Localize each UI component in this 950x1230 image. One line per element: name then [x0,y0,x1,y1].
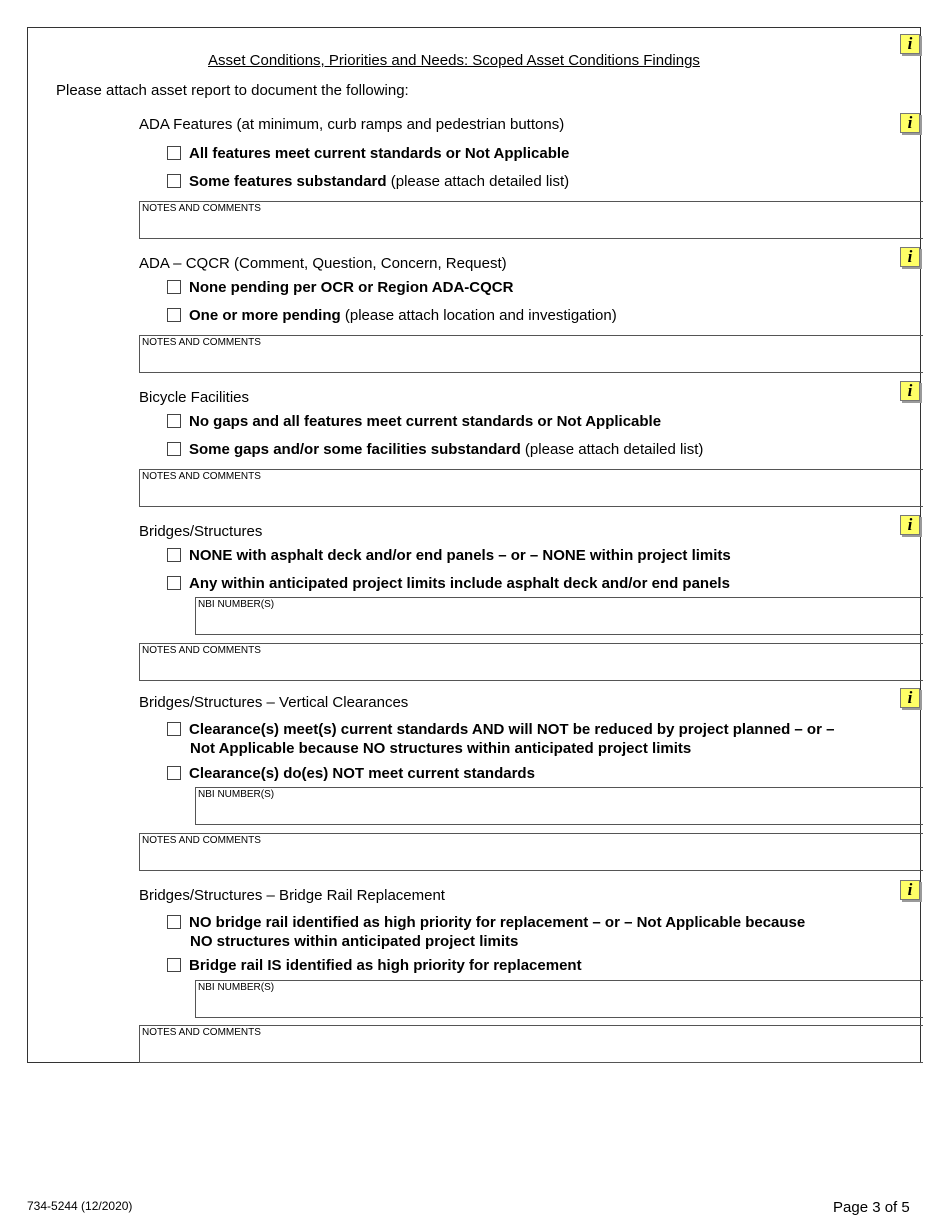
info-icon[interactable]: i [900,113,920,133]
nbi-label: NBI NUMBER(S) [198,789,275,800]
option-clearances-not-meet[interactable]: Clearance(s) do(es) NOT meet current standards [167,764,535,783]
option-ada-features-substandard[interactable]: Some features substandard (please attach detailed list) [167,172,569,191]
info-icon[interactable]: i [900,880,920,900]
notes-field-bicycle[interactable] [139,469,923,507]
option-clearances-meet[interactable]: Clearance(s) meet(s) current standards AND will NOT be reduced by project planned – or – Not Applicable because NO structures within anticipated project limits [167,720,834,758]
notes-label: NOTES AND COMMENTS [142,1027,261,1038]
checkbox[interactable] [167,915,181,929]
notes-field-bridge-rail[interactable] [139,1025,923,1063]
intro-text: Please attach asset report to document the following: [56,82,409,99]
notes-field-ada-cqcr[interactable] [139,335,923,373]
info-icon[interactable]: i [900,34,920,54]
section-title-bridge-rail: Bridges/Structures – Bridge Rail Replacement [139,887,445,904]
nbi-label: NBI NUMBER(S) [198,599,275,610]
checkbox[interactable] [167,280,181,294]
page-title: Asset Conditions, Priorities and Needs: Scoped Asset Conditions Findings [208,52,700,69]
checkbox[interactable] [167,174,181,188]
section-title-bridges: Bridges/Structures [139,523,263,540]
checkbox[interactable] [167,308,181,322]
checkbox[interactable] [167,722,181,736]
nbi-label: NBI NUMBER(S) [198,982,275,993]
section-title-ada-cqcr: ADA – CQCR (Comment, Question, Concern, Request) [139,255,507,272]
nbi-field-bridges[interactable] [195,597,923,635]
nbi-field-bridge-rail[interactable] [195,980,923,1018]
form-number: 734-5244 (12/2020) [27,1199,133,1213]
option-bicycle-no-gaps[interactable]: No gaps and all features meet current standards or Not Applicable [167,412,661,431]
info-icon[interactable]: i [900,381,920,401]
option-bicycle-gaps[interactable]: Some gaps and/or some facilities substandard (please attach detailed list) [167,440,703,459]
page-number: Page 3 of 5 [833,1199,910,1216]
option-bridges-none[interactable]: NONE with asphalt deck and/or end panels – or – NONE within project limits [167,546,731,565]
notes-label: NOTES AND COMMENTS [142,645,261,656]
notes-label: NOTES AND COMMENTS [142,337,261,348]
notes-field-bridges[interactable] [139,643,923,681]
checkbox[interactable] [167,414,181,428]
notes-label: NOTES AND COMMENTS [142,203,261,214]
option-ada-features-meet[interactable]: All features meet current standards or Not Applicable [167,144,569,163]
checkbox[interactable] [167,576,181,590]
info-icon[interactable]: i [900,247,920,267]
nbi-field-clearances[interactable] [195,787,923,825]
checkbox[interactable] [167,766,181,780]
option-bridge-rail-no[interactable]: NO bridge rail identified as high priority for replacement – or – Not Applicable because NO structures within anticipated project limits [167,913,805,951]
info-icon[interactable]: i [900,515,920,535]
notes-field-ada-features[interactable] [139,201,923,239]
checkbox[interactable] [167,442,181,456]
checkbox[interactable] [167,958,181,972]
checkbox[interactable] [167,548,181,562]
option-ada-cqcr-pending[interactable]: One or more pending (please attach location and investigation) [167,306,617,325]
option-bridge-rail-yes[interactable]: Bridge rail IS identified as high priority for replacement [167,956,582,975]
notes-field-clearances[interactable] [139,833,923,871]
section-title-vertical-clearances: Bridges/Structures – Vertical Clearances [139,694,409,711]
section-title-ada-features: ADA Features (at minimum, curb ramps and pedestrian buttons) [139,116,565,133]
info-icon[interactable]: i [900,688,920,708]
option-ada-cqcr-none[interactable]: None pending per OCR or Region ADA-CQCR [167,278,513,297]
notes-label: NOTES AND COMMENTS [142,835,261,846]
section-title-bicycle: Bicycle Facilities [139,389,250,406]
notes-label: NOTES AND COMMENTS [142,471,261,482]
checkbox[interactable] [167,146,181,160]
option-bridges-any[interactable]: Any within anticipated project limits include asphalt deck and/or end panels [167,574,730,593]
